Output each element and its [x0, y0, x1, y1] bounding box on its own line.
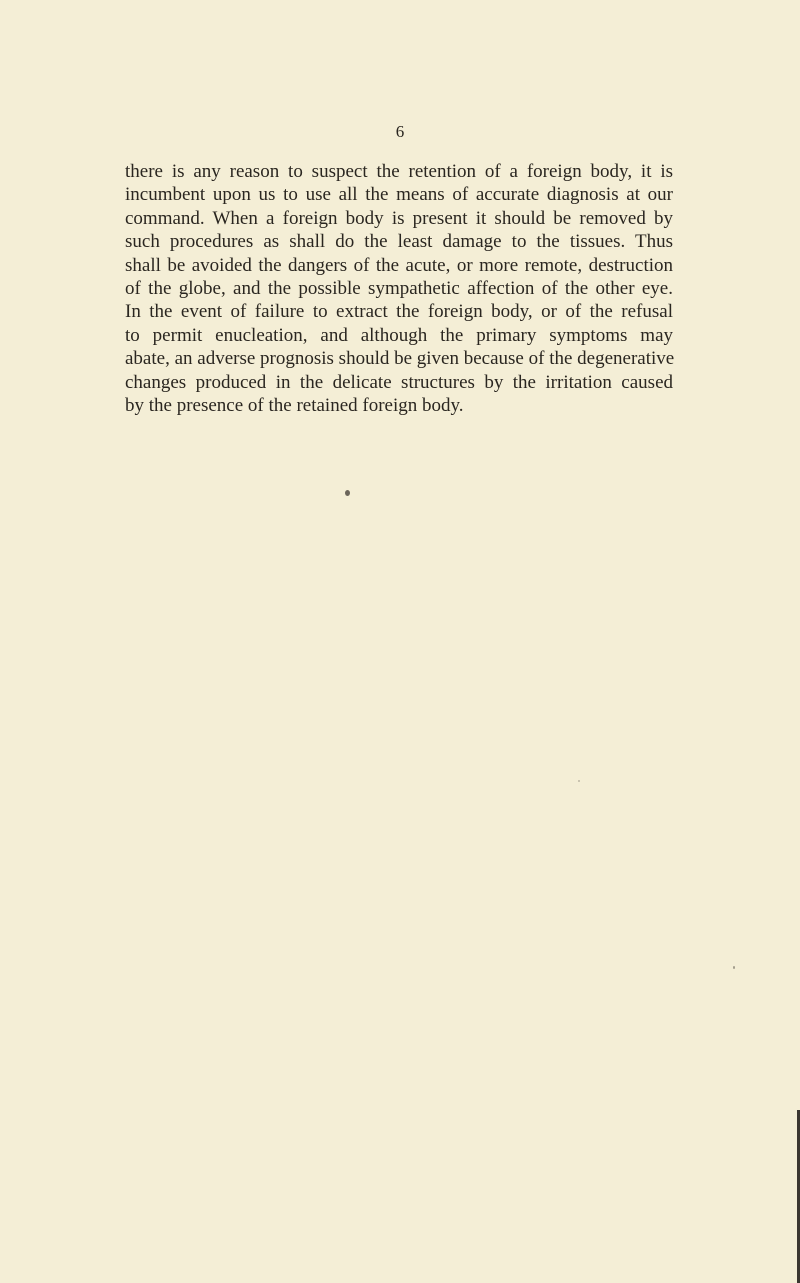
paper-speck: [345, 490, 350, 496]
text-line: In the event of failure to extract the foreign body, or of the refusal: [125, 301, 673, 323]
text-line: changes produced in the delicate structures by the irritation caused: [125, 371, 673, 393]
text-line: by the presence of the retained foreign body.: [125, 394, 464, 416]
text-line: abate, an adverse prognosis should be given because of the degenerative: [125, 348, 675, 370]
text-line: shall be avoided the dangers of the acute, or more remote, destruction: [125, 254, 673, 276]
text-line: there is any reason to suspect the retention of a foreign body, it is: [125, 161, 673, 182]
text-line: to permit enucleation, and although the primary symptoms may: [125, 324, 673, 346]
body-paragraph: [125, 160, 673, 417]
paper-speck: [578, 780, 580, 782]
text-line: command. When a foreign body is present it should be removed by: [125, 207, 673, 229]
text-line: such procedures as shall do the least damage to the tissues. Thus: [125, 231, 673, 253]
page-number: 6: [395, 122, 405, 141]
text-line: incumbent upon us to use all the means of accurate diagnosis at our: [125, 184, 673, 206]
paper-speck: [733, 966, 735, 969]
text-line: of the globe, and the possible sympathetic affection of the other eye.: [125, 277, 673, 299]
